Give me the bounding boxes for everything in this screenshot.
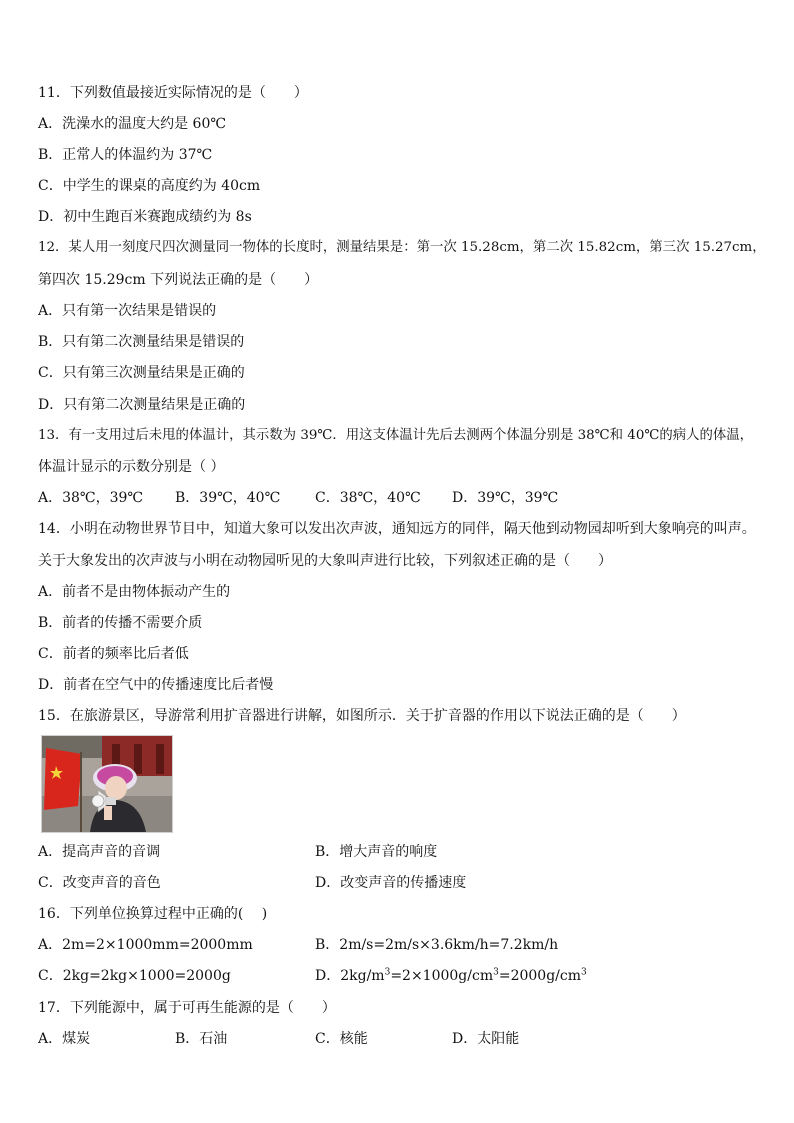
q13-option-d: D．39℃，39℃ <box>452 490 559 506</box>
q16-option-d-part3: =2000g/cm <box>498 968 581 984</box>
q16-option-d-exponent2: 3 <box>493 967 499 978</box>
q14-option-a: A．前者不是由物体振动产生的 <box>38 584 231 600</box>
q12-stem-line1: 12．某人用一刻度尺四次测量同一物体的长度时，测量结果是：第一次 15.28cm，第二次 15.82cm，第三次 15.27cm， <box>38 240 766 255</box>
q12-option-c: C．只有第三次测量结果是正确的 <box>38 365 245 381</box>
q16-option-d-exponent1: 3 <box>384 967 391 978</box>
q16-option-d <box>315 967 587 985</box>
q11-stem: 11．下列数值最接近实际情况的是（ ） <box>38 85 308 101</box>
tour-guide-megaphone-photo <box>41 735 173 833</box>
q13-stem-line2: 体温计显示的示数分别是（ ） <box>38 459 225 475</box>
q14-stem-line1: 14．小明在动物世界节目中，知道大象可以发出次声波，通知远方的同伴，隔天他到动物园却听到大象响亮的叫声。 <box>38 521 756 537</box>
q14-stem-line2: 关于大象发出的次声波与小明在动物园听见的大象叫声进行比较，下列叙述正确的是（ ） <box>38 553 612 569</box>
q17-stem: 17．下列能源中，属于可再生能源的是（ ） <box>38 1000 336 1016</box>
q13-option-a: A．38℃，39℃ <box>38 490 144 506</box>
q12-option-b: B．只有第二次测量结果是错误的 <box>38 334 245 350</box>
q16-stem: 16．下列单位换算过程中正确的( ) <box>38 906 268 922</box>
q16-option-d-part1: D．2kg/m <box>315 968 385 984</box>
q16-option-c: C．2kg=2kg×1000=2000g <box>38 968 231 984</box>
q16-option-d-part2: =2×1000g/cm <box>390 968 494 984</box>
q11-option-c: C．中学生的课桌的高度约为 40cm <box>38 178 261 194</box>
q12-stem-line2: 第四次 15.29cm 下列说法正确的是（ ） <box>38 272 319 288</box>
q16-option-b: B．2m/s=2m/s×3.6km/h=7.2km/h <box>315 937 559 953</box>
q17-option-b: B．石油 <box>175 1031 228 1047</box>
q13-option-c: C．38℃，40℃ <box>315 490 421 506</box>
q13-option-b: B．39℃，40℃ <box>175 490 281 506</box>
q16-option-d-exponent3: 3 <box>581 967 587 978</box>
q17-option-a: A．煤炭 <box>38 1031 91 1047</box>
q11-option-d: D．初中生跑百米赛跑成绩约为 8s <box>38 209 252 225</box>
q17-option-c: C．核能 <box>315 1031 368 1047</box>
q11-option-b: B．正常人的体温约为 37℃ <box>38 147 213 163</box>
q14-option-d: D．前者在空气中的传播速度比后者慢 <box>38 677 274 693</box>
q17-option-d: D．太阳能 <box>452 1031 520 1047</box>
q11-option-a: A．洗澡水的温度大约是 60℃ <box>38 116 227 132</box>
q15-stem: 15．在旅游景区，导游常利用扩音器进行讲解，如图所示．关于扩音器的作用以下说法正确的是（ ） <box>38 708 686 724</box>
q14-option-b: B．前者的传播不需要介质 <box>38 615 203 631</box>
q12-option-a: A．只有第一次结果是错误的 <box>38 303 217 319</box>
q14-option-c: C．前者的频率比后者低 <box>38 646 189 662</box>
q12-option-d: D．只有第二次测量结果是正确的 <box>38 397 246 413</box>
q15-option-d: D．改变声音的传播速度 <box>315 875 467 891</box>
tour-guide-illustration <box>42 736 172 832</box>
q13-stem-line1: 13．有一支用过后未甩的体温计，其示数为 39℃．用这支体温计先后去测两个体温分别是 38℃和 40℃的病人的体温， <box>38 428 754 443</box>
q15-option-a: A．提高声音的音调 <box>38 844 161 860</box>
q16-option-a: A．2m=2×1000mm=2000mm <box>38 937 253 953</box>
q15-option-c: C．改变声音的音色 <box>38 875 161 891</box>
q15-option-b: B．增大声音的响度 <box>315 844 438 860</box>
